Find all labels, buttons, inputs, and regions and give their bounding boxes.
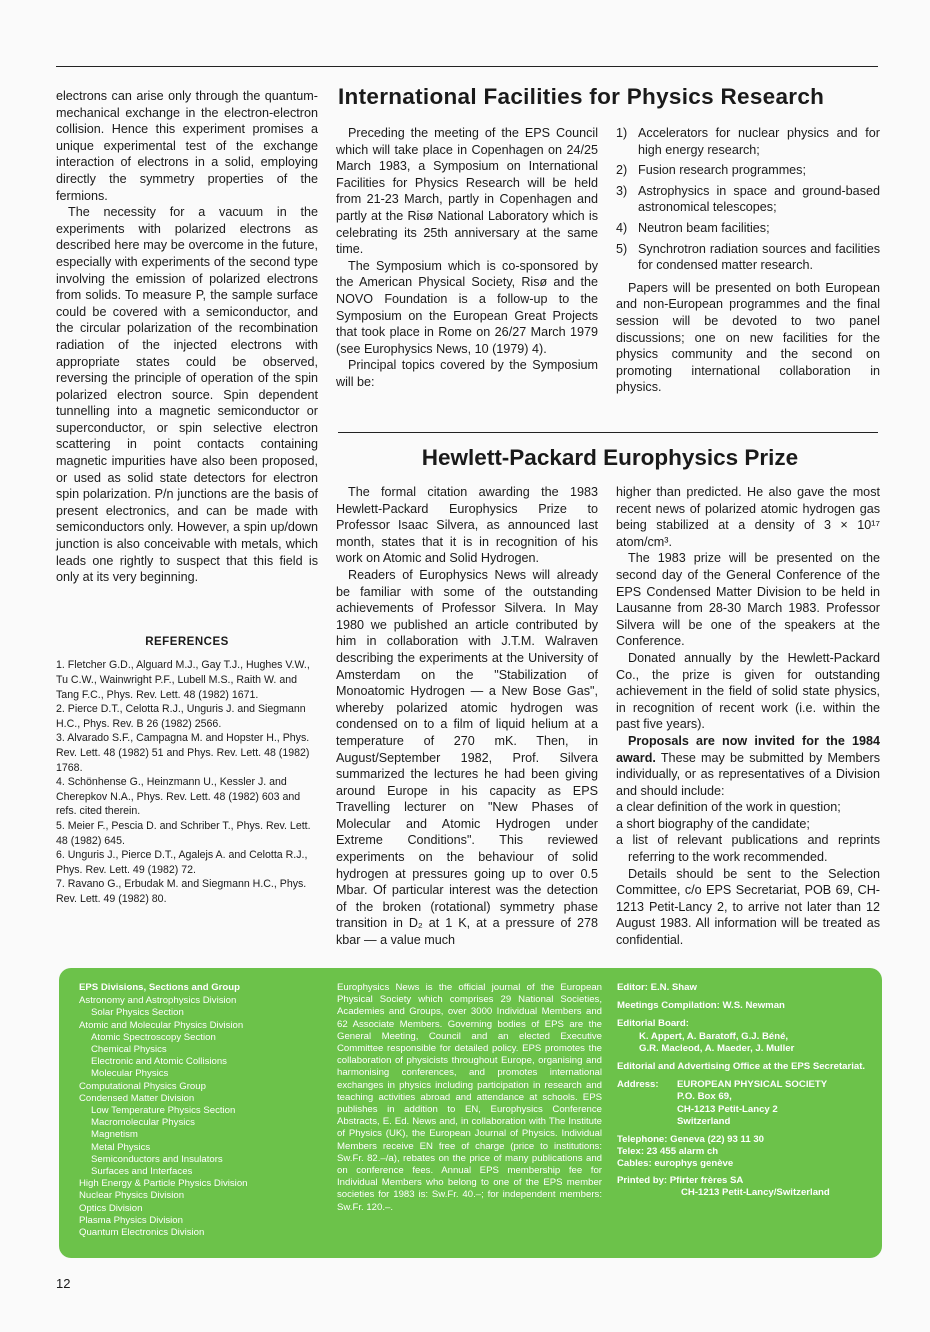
requirement-item: a short biography of the candidate; bbox=[616, 816, 810, 831]
section-rule bbox=[338, 432, 878, 433]
division-item: Plasma Physics Division bbox=[79, 1214, 183, 1226]
division-item: Atomic Spectroscopy Section bbox=[91, 1031, 216, 1043]
division-item: Macromolecular Physics bbox=[91, 1117, 195, 1129]
hp-paragraph: The 1983 prize will be presented on the second day of the General Conference of the EPS Condensed Matter Division to be held in Lausanne from 28-30 March 1983. Professor Silvera will be one of the speakers at the Conference. bbox=[616, 551, 880, 649]
proposals-paragraph: Proposals are now invited for the 1984 award. These may be submitted by Members individually, or as representatives of a Division and should include: bbox=[616, 733, 880, 798]
printed-by-address: CH-1213 Petit-Lancy/Switzerland bbox=[681, 1186, 830, 1198]
divisions-heading: EPS Divisions, Sections and Group bbox=[79, 982, 240, 993]
ifp-paragraph: Principal topics covered by the Symposium will be: bbox=[336, 358, 598, 389]
hp-paragraph: higher than predicted. He also gave the most recent news of polarized atomic hydrogen gas being stabilized at a density of 3 × 10¹⁷ atom/cm³. bbox=[616, 485, 880, 549]
reference-item: 4. Schönhense G., Heinzmann U., Kessler J. and Cherepkov N.A., Phys. Rev. Lett. 48 (1982) 603 and refs. cited therein. bbox=[56, 776, 301, 818]
division-item: Solar Physics Section bbox=[91, 1007, 184, 1019]
telex-line: Telex: 23 455 alarm ch bbox=[617, 1146, 719, 1158]
ifp-closing-paragraph: Papers will be presented on both European and non-European programmes and the final session will be devoted to two panel discussions; one on new facilities for the physics community and the second on promoting international collaboration in physics. bbox=[616, 280, 880, 395]
reference-item: 1. Fletcher G.D., Alguard M.J., Gay T.J., Hughes V.W., Tu C.W., Wainwright P.F., Lubell M.S., Raith W. and Tang F.C., Phys. Rev. Lett. 48 (1982) 1671. bbox=[56, 659, 310, 701]
hp-paragraph: Readers of Europhysics News will already be familiar with some of the outstanding achievements of Professor Silvera. In May 1980 we published an article contributed by him in collaboration with J.T.M. Walraven describing the experiments at the University of Amsterdam on the "Stabilization of Monoatomic Hydrogen — a New Bose Gas", whereby polarized atomic hydrogen was condensed on to a film of liquid helium at a temperature of 270 mK. Then, in August/September 1982, Prof. Silvera summarized the lectures he had been giving around Europe in his capacity as EPS Travelling lecturer on "New Phases of Molecular and Atomic Hydrogen under Extreme Conditions". This reviewed experiments on the behaviour of solid hydrogen at pressures going up to over 0.5 Mbar. Of particular interest was the detection of the broken (rotational) symmetry phase transition in D₂ at 1 K, at a pressure of 278 kbar — a value much bbox=[336, 567, 598, 948]
ifp-paragraph: Preceding the meeting of the EPS Council which will take place in Copenhagen on 24/25 March 1983, a Symposium on International Facilities for Physics Research will be held from 21-23 March, partly in Copenhagen and partly at the Risø National Laboratory which is celebrating its 25th anniversary at the same time. bbox=[336, 126, 598, 257]
division-item: Chemical Physics bbox=[91, 1044, 167, 1056]
reference-item: 3. Alvarado S.F., Campagna M. and Hopster H., Phys. Rev. Lett. 48 (1982) 51 and Phys. Rev. Lett. 48 (1982) 1768. bbox=[56, 732, 310, 774]
hp-right-column bbox=[616, 484, 880, 949]
editorial-info bbox=[617, 982, 867, 1199]
meetings-line: Meetings Compilation: W.S. Newman bbox=[617, 1000, 785, 1012]
divisions-list bbox=[79, 982, 319, 1239]
topic-item: 3) Astrophysics in space and ground-based astronomical telescopes; bbox=[616, 183, 880, 215]
division-item: Quantum Electronics Division bbox=[79, 1227, 205, 1239]
division-item: Low Temperature Physics Section bbox=[91, 1105, 236, 1117]
eps-info-box bbox=[59, 968, 882, 1258]
hp-paragraph: The formal citation awarding the 1983 Hewlett-Packard Europhysics Prize to Professor Isaac Silvera, as announced last month, states that it is in recognition of his work on Atomic and Solid Hydrogen. bbox=[336, 485, 598, 566]
hp-left-column bbox=[336, 484, 598, 949]
journal-description: Europhysics News is the official journal of the European Physical Society which comprises 29 National Societies, Academies and Groups, over 3000 Individual Members and 62 Associate Members. Governing bodies of EPS are the General Meeting, Council and an elected Executive Committee responsible for detailed policy. EPS promotes the collaboration of physicists throughout Europe, organising and harmonising conferences, and promotes international exchanges in physics including participation in research and teaching activities abroad and attendance at schools. EPS publishes in addition to EN, Europhysics Conference Abstracts, E. Ed. News and, in collaboration with The Institute of Physics (UK), the European Journal of Physics. Individual Members receive EN free of charge (price to institutions: Sw.Fr. 82.–/a), rebates on the price of many publications and on conference fees. Annual EPS membership fee for Individual Members who belong to one of the EPS member societies for 1983 is: Sw.Fr. 40.–; for independent members: Sw.Fr. 120.–. bbox=[337, 982, 602, 1213]
hp-paragraph: Donated annually by the Hewlett-Packard Co., the prize is given for outstanding achievement in the field of solid state physics, in recognition of recent work (i.e. within the past five years). bbox=[616, 650, 880, 732]
division-item: Surfaces and Interfaces bbox=[91, 1166, 193, 1178]
address-block: Address: EUROPEAN PHYSICAL SOCIETY P.O. Box 69, CH-1213 Petit-Lancy 2 Switzerland bbox=[617, 1079, 828, 1127]
reference-item: 6. Unguris J., Pierce D.T., Agalejs A. and Celotta R.J., Phys. Rev. Lett. 49 (1982) 72. bbox=[56, 849, 308, 876]
division-item: High Energy & Particle Physics Division bbox=[79, 1178, 248, 1190]
division-item: Condensed Matter Division bbox=[79, 1092, 195, 1104]
references-list bbox=[56, 658, 318, 906]
cables-line: Cables: europhys genève bbox=[617, 1158, 734, 1170]
reference-item: 7. Ravano G., Erbudak M. and Siegmann H.C., Phys. Rev. Lett. 49 (1982) 80. bbox=[56, 878, 307, 905]
requirement-item: a list of relevant publications and reprints referring to the work recommended. bbox=[616, 833, 880, 865]
left-paragraph-1: electrons can arise only through the quantum-mechanical exchange in the electron-electron collision. Hence this experiment promises a unique experimental test of the exchange interaction of electrons in a solid, employing directly the symmetry properties of the fermions. bbox=[56, 89, 318, 203]
division-item: Semiconductors and Insulators bbox=[91, 1153, 223, 1165]
division-item: Nuclear Physics Division bbox=[79, 1190, 185, 1202]
telephone-line: Telephone: Geneva (22) 93 11 30 bbox=[617, 1134, 764, 1146]
division-item: Astronomy and Astrophysics Division bbox=[79, 995, 237, 1007]
division-item: Optics Division bbox=[79, 1202, 143, 1214]
topics-list bbox=[616, 125, 880, 274]
proposals-bold: Proposals are now invited for the 1984 award. bbox=[616, 733, 880, 765]
editor-line: Editor: E.N. Shaw bbox=[617, 982, 697, 993]
references-heading: REFERENCES bbox=[145, 635, 229, 648]
ifp-right-column bbox=[616, 125, 880, 396]
reference-item: 5. Meier F., Pescia D. and Schriber T., Phys. Rev. Lett. 48 (1982) 645. bbox=[56, 819, 311, 847]
topic-item: 4) Neutron beam facilities; bbox=[616, 220, 770, 235]
division-item: Atomic and Molecular Physics Division bbox=[79, 1019, 244, 1031]
left-paragraph-2: The necessity for a vacuum in the experiments with polarized electrons as described here may be overcome in the future, especially with experiments of the second type involving the emission of polarized electrons from solids. To measure P, the sample surface could be covered with a semiconductor, and the circular polarization of the recombination radiation of the injected electrons with appropriate states could be observed, reversing the principle of operation of the spin polarized electron source. Spin dependent tunnelling into a magnetic semiconductor or superconductor, or spin selective electron scattering in point contacts containing magnetic impurities have also been proposed, or used as solid state detectors for electron spin polarization. P/n junctions are the basis of present electronics, and can be made with semiconductors only. However, a spin up/down junction is also conceivable with metals, which leads one rightly to suspect that this field is only at its very beginning. bbox=[56, 205, 318, 585]
topic-item: 2) Fusion research programmes; bbox=[616, 163, 806, 178]
division-item: Molecular Physics bbox=[91, 1068, 169, 1080]
reference-item: 2. Pierce D.T., Celotta R.J., Unguris J. and Siegmann H.C., Phys. Rev. B 26 (1982) 2566. bbox=[56, 703, 306, 730]
ifp-paragraph: The Symposium which is co-sponsored by the American Physical Society, Risø and the NOVO Foundation is a follow-up to the Symposium on the European Great Projects that took place in Rome on 26/27 March 1979 (see Europhysics News, 10 (1979) 4). bbox=[336, 258, 598, 356]
ifp-title: International Facilities for Physics Research bbox=[338, 84, 825, 109]
division-items bbox=[79, 995, 319, 1239]
division-item: Electronic and Atomic Collisions bbox=[91, 1056, 227, 1068]
hp-prize-title: Hewlett-Packard Europhysics Prize bbox=[421, 445, 799, 470]
topic-item: 5) Synchrotron radiation sources and facilities for condensed matter research. bbox=[616, 241, 880, 273]
page-number: 12 bbox=[56, 1276, 71, 1291]
ifp-left-column bbox=[336, 125, 598, 391]
printed-by-line: Printed by: Pfirter frères SA bbox=[617, 1174, 744, 1186]
requirement-item: a clear definition of the work in question; bbox=[616, 800, 841, 815]
topic-item: 1) Accelerators for nuclear physics and for high energy research; bbox=[616, 126, 880, 157]
division-item: Computational Physics Group bbox=[79, 1080, 206, 1092]
division-item: Magnetism bbox=[91, 1129, 138, 1141]
left-column-article bbox=[56, 88, 318, 907]
division-item: Metal Physics bbox=[91, 1141, 151, 1153]
top-rule bbox=[56, 66, 878, 67]
editorial-board: Editorial Board: K. Appert, A. Baratoff, G.J. Béné, G.R. Macleod, A. Maeder, J. Muller bbox=[617, 1018, 795, 1054]
office-line: Editorial and Advertising Office at the EPS Secretariat. bbox=[617, 1061, 866, 1073]
hp-paragraph: Details should be sent to the Selection Committee, c/o EPS Secretariat, POB 69, CH-1213 Petit-Lancy 2, to arrive not later than 12 August 1983. All information will be treated as confidential. bbox=[616, 866, 880, 948]
